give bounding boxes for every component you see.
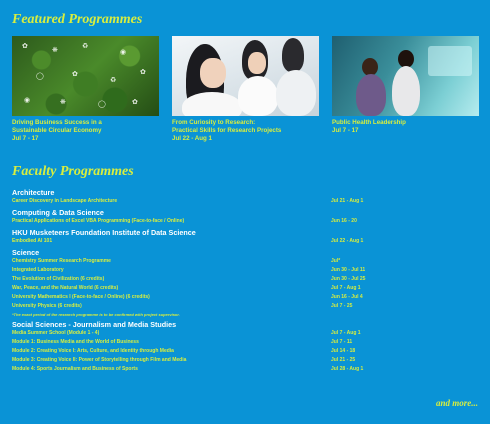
card-title: Public Health Leadership bbox=[332, 119, 406, 126]
lab-coat bbox=[276, 70, 316, 116]
programme-row[interactable] bbox=[12, 197, 480, 206]
programme-row[interactable] bbox=[12, 293, 480, 302]
group-heading-musketeers: HKU Musketeers Foundation Institute of Data Science bbox=[12, 228, 196, 237]
programme-title: University Mathematics I (Face-to-face / Online) (6 credits) bbox=[12, 294, 150, 300]
programme-title: Module 4: Sports Journalism and Business of Sports bbox=[12, 366, 138, 372]
recycle-icon: ♻ bbox=[110, 77, 117, 84]
programme-title: War, Peace, and the Natural World (6 credits) bbox=[12, 285, 119, 291]
recycle-icon: ♻ bbox=[82, 43, 89, 50]
screen-panel bbox=[428, 46, 472, 76]
programme-row[interactable] bbox=[12, 217, 480, 226]
lab-coat bbox=[238, 76, 278, 116]
student-face bbox=[248, 52, 266, 74]
programme-date: Jul 7 - 11 bbox=[331, 339, 353, 345]
lightbulb-icon: ◉ bbox=[120, 49, 127, 56]
programme-date: Jul 14 - 18 bbox=[331, 348, 356, 354]
programme-date: Jun 16 - Jul 4 bbox=[331, 294, 363, 300]
programme-title: Module 1: Business Media and the World of Business bbox=[12, 339, 139, 345]
programme-row[interactable] bbox=[12, 284, 480, 293]
programme-date: Jul* bbox=[331, 258, 341, 264]
featured-programmes-title: Featured Programmes bbox=[12, 12, 143, 27]
leaf-icon: ✿ bbox=[140, 69, 146, 76]
programme-row[interactable] bbox=[12, 338, 480, 347]
vr-lab-image bbox=[332, 36, 479, 116]
programme-title: Module 3: Creating Voice II: Power of Storytelling through Film and Media bbox=[12, 357, 187, 363]
leaf-icon: ✿ bbox=[132, 99, 138, 106]
programme-title: Practical Applications of Excel VBA Programming (Face-to-face / Online) bbox=[12, 218, 185, 224]
programme-row[interactable] bbox=[12, 347, 480, 356]
programme-date: Jun 30 - Jul 11 bbox=[331, 267, 366, 273]
student-hair bbox=[282, 38, 304, 72]
student-face bbox=[200, 58, 226, 88]
lab-students-image bbox=[172, 36, 319, 116]
person-body bbox=[392, 66, 420, 116]
programme-date: Jul 22 - Aug 1 bbox=[331, 238, 364, 244]
programme-title: Media Summer School (Module 1 - 4) bbox=[12, 330, 100, 336]
programme-title: Chemistry Summer Research Programme bbox=[12, 258, 111, 264]
faculty-programmes-title: Faculty Programmes bbox=[12, 164, 134, 179]
science-footnote: *The exact period of the research programme is to be confirmed with project supervisor. bbox=[12, 312, 180, 317]
lightbulb-icon: ◉ bbox=[24, 97, 31, 104]
programme-title: Career Discovery in Landscape Architecture bbox=[12, 198, 118, 204]
programme-title: University Physics (6 credits) bbox=[12, 303, 82, 309]
featured-cards bbox=[12, 36, 480, 146]
programme-date: Jul 7 - Aug 1 bbox=[331, 330, 361, 336]
group-heading-architecture: Architecture bbox=[12, 188, 55, 197]
wind-turbine-icon: ❋ bbox=[60, 99, 66, 106]
programme-row[interactable] bbox=[12, 302, 480, 311]
faculty-programme-list bbox=[12, 188, 480, 374]
group-heading-social-sciences: Social Sciences - Journalism and Media Studies bbox=[12, 320, 177, 329]
programme-title: Module 2: Creating Voice I: Arts, Culture, and Identity through Media bbox=[12, 348, 174, 354]
and-more-link[interactable]: and more... bbox=[435, 398, 478, 408]
programme-row[interactable] bbox=[12, 356, 480, 365]
programme-date: Jun 30 - Jul 25 bbox=[331, 276, 366, 282]
globe-icon: ◯ bbox=[98, 101, 106, 108]
forest-eco-image bbox=[12, 36, 159, 116]
featured-card-public-health[interactable] bbox=[332, 36, 479, 135]
group-heading-computing: Computing & Data Science bbox=[12, 208, 104, 217]
card-title: Driving Business Success in a Sustainable Circular Economy bbox=[12, 119, 102, 134]
wind-turbine-icon: ❋ bbox=[52, 47, 58, 54]
card-date: Jul 7 - 17 bbox=[12, 135, 39, 142]
programme-row[interactable] bbox=[12, 365, 480, 374]
programme-row[interactable] bbox=[12, 257, 480, 266]
card-date: Jul 7 - 17 bbox=[332, 127, 359, 134]
programme-row[interactable] bbox=[12, 266, 480, 275]
person-body bbox=[356, 74, 386, 116]
group-heading-science: Science bbox=[12, 248, 40, 257]
featured-card-research-skills[interactable] bbox=[172, 36, 319, 143]
programme-date: Jul 21 - Aug 1 bbox=[331, 198, 364, 204]
card-date: Jul 22 - Aug 1 bbox=[172, 135, 212, 142]
programme-title: Integrated Laboratory bbox=[12, 267, 64, 273]
featured-card-circular-economy[interactable] bbox=[12, 36, 159, 143]
card-title: From Curiosity to Research: Practical Skills for Research Projects bbox=[172, 119, 282, 134]
programme-date: Jun 16 - 20 bbox=[331, 218, 357, 224]
programme-row[interactable] bbox=[12, 237, 480, 246]
leaf-icon: ✿ bbox=[22, 43, 28, 50]
leaf-icon: ✿ bbox=[72, 71, 78, 78]
programme-date: Jul 21 - 25 bbox=[331, 357, 356, 363]
programme-row[interactable] bbox=[12, 275, 480, 284]
programme-title: The Evolution of Civilization (6 credits) bbox=[12, 276, 105, 282]
globe-icon: ◯ bbox=[36, 73, 44, 80]
programme-title: Embodied AI 101 bbox=[12, 238, 53, 244]
lab-coat bbox=[182, 92, 242, 116]
programme-row[interactable] bbox=[12, 329, 480, 338]
programme-date: Jul 28 - Aug 1 bbox=[331, 366, 364, 372]
programme-date: Jul 7 - Aug 1 bbox=[331, 285, 361, 291]
programme-date: Jul 7 - 25 bbox=[331, 303, 353, 309]
